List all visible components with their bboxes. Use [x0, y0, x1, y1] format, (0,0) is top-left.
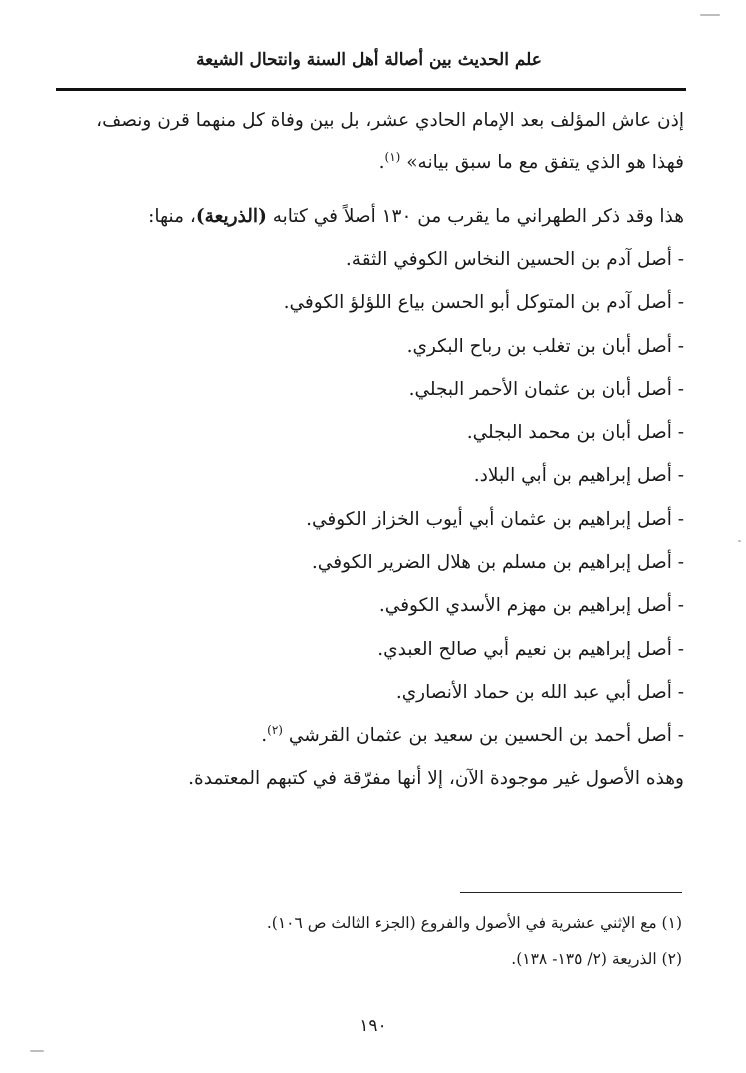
footnote-ref-2: (٢) — [267, 723, 283, 738]
scan-speck-right-edge — [738, 540, 741, 542]
list-item: - أصل إبراهيم بن مهزم الأسدي الكوفي. — [378, 595, 684, 617]
footnote-1: (١) مع الإثني عشرية في الأصول والفروع (الجزء الثالث ص ١٠٦). — [266, 914, 682, 932]
list-item: - أصل أبان بن تغلب بن رباح البكري. — [406, 335, 684, 357]
list-item: - أصل آدم بن المتوكل أبو الحسن بياع اللؤلؤ الكوفي. — [283, 292, 684, 314]
list-item: - أصل إبراهيم بن مسلم بن هلال الضرير الكوفي. — [311, 552, 684, 574]
usul-list — [56, 238, 684, 758]
closing-paragraph: وهذه الأصول غير موجودة الآن، إلا أنها مفرّقة في كتبهم المعتمدة. — [188, 767, 684, 789]
intro-line-2-text: فهذا هو الذي يتفق مع ما سبق بيانه» — [406, 152, 684, 173]
lead-before: هذا وقد ذكر الطهراني ما يقرب من ١٣٠ أصلاً في كتابه — [272, 206, 684, 227]
list-item: - أصل إبراهيم بن عثمان أبي أيوب الخزاز الكوفي. — [306, 508, 684, 530]
intro-line-1: إذن عاش المؤلف بعد الإمام الحادي عشر، بل بين وفاة كل منهما قرن ونصف، — [96, 110, 684, 131]
body-text — [56, 100, 684, 800]
page-number: ١٩٠ — [359, 1016, 387, 1036]
list-item: - أصل أبان بن محمد البجلي. — [466, 422, 684, 444]
footnotes — [56, 905, 682, 977]
footnote-2: (٢) الذريعة (٢/ ١٣٥- ١٣٨). — [511, 950, 682, 968]
book-title: (الذريعة) — [195, 206, 267, 227]
scan-speck-bottom-left — [30, 1050, 44, 1052]
intro-paragraph — [56, 100, 684, 184]
lead-after: ، منها: — [148, 206, 196, 227]
lead-paragraph — [56, 196, 684, 238]
list-item: - أصل أبي عبد الله بن حماد الأنصاري. — [395, 681, 684, 703]
last-item-text: - أصل أحمد بن الحسين بن سعيد بن عثمان القرشي — [288, 725, 684, 747]
scan-speck-top-right — [700, 14, 720, 16]
list-item: - أصل أبان بن عثمان الأحمر البجلي. — [408, 378, 684, 400]
list-item: - أصل آدم بن الحسين النخاس الكوفي الثقة. — [345, 249, 684, 270]
footnote-ref-1: (١) — [384, 149, 401, 164]
footnote-rule — [460, 892, 682, 893]
intro-line-2-end: . — [378, 152, 385, 173]
list-item: - أصل إبراهيم بن نعيم أبي صالح العبدي. — [377, 638, 684, 660]
header-rule — [56, 88, 686, 91]
list-item: - أصل إبراهيم بن أبي البلاد. — [473, 465, 684, 487]
running-header: علم الحديث بين أصالة أهل السنة وانتحال الشيعة — [196, 50, 542, 70]
intro-line-2 — [56, 142, 684, 184]
list-item-last — [56, 714, 684, 757]
last-item-end: . — [261, 725, 268, 747]
paragraph-gap — [56, 184, 684, 196]
